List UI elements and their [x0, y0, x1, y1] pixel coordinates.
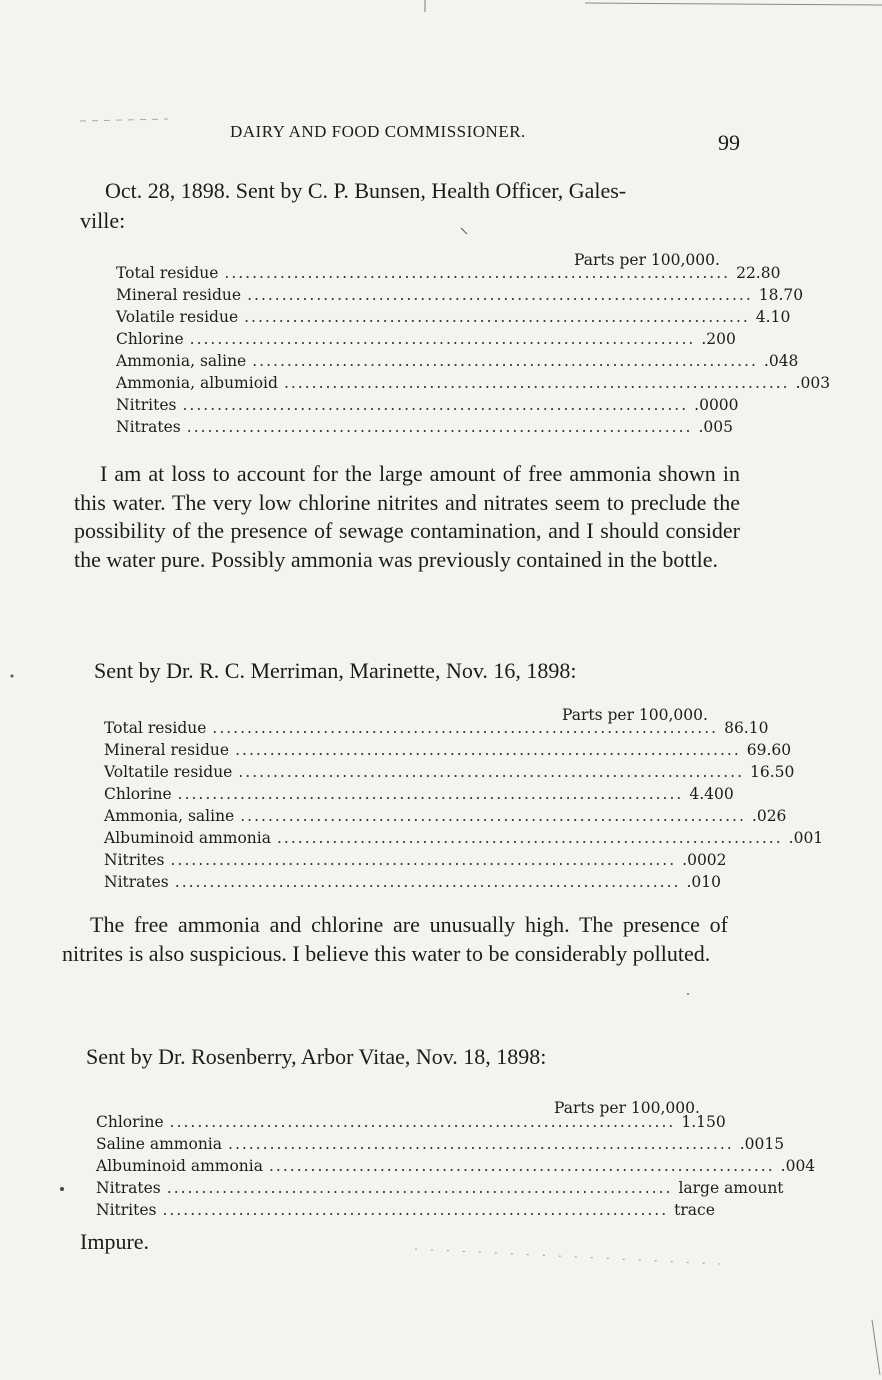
row-value: .005: [698, 418, 733, 436]
table-row: [96, 1157, 816, 1175]
row-label: Chlorine: [116, 330, 184, 348]
dot-leader: .........................................................................: [189, 330, 696, 348]
dot-leader: .........................................................................: [244, 308, 750, 326]
row-label: Total residue: [116, 264, 219, 282]
table-row: [116, 418, 733, 436]
row-label: Total residue: [104, 719, 207, 737]
page-header: [0, 122, 882, 155]
section-3-comment: Impure.: [80, 1229, 150, 1254]
row-label: Nitrates: [116, 418, 181, 436]
dot-leader: .........................................................................: [212, 719, 719, 737]
table-row: [116, 286, 804, 304]
row-value: 22.80: [736, 264, 781, 282]
table-row: [96, 1201, 715, 1219]
row-value: large amount: [678, 1179, 784, 1197]
row-value: 86.10: [724, 719, 769, 737]
row-label: Ammonia, albumioid: [116, 374, 278, 392]
dot-leader: .........................................................................: [235, 741, 741, 759]
table-row: [116, 264, 781, 282]
row-label: Mineral residue: [104, 741, 230, 759]
dot-leader: .........................................................................: [186, 418, 693, 436]
section-1-heading-line2: ville:: [80, 208, 126, 233]
units-header: Parts per 100,000.: [574, 251, 720, 269]
dot-leader: .........................................................................: [240, 807, 746, 825]
row-value: .003: [795, 374, 831, 392]
row-value: .010: [686, 873, 721, 891]
row-label: Chlorine: [104, 785, 172, 803]
section-1-heading-line1: Oct. 28, 1898. Sent by C. P. Bunsen, Health Officer, Gales-: [105, 178, 627, 203]
row-value: 4.10: [755, 308, 791, 326]
row-value: .200: [701, 330, 736, 348]
dot-leader: .........................................................................: [252, 352, 758, 370]
section-1-comment: I am at loss to account for the large amount of free ammonia shown in this water. The very low chlorine nitrites and nitrates seem to preclude the possibility of the presence of sewage contamination, and I should consider the water pure. Possibly ammonia was previously contained in the bottle.: [74, 461, 740, 572]
table-row: [104, 719, 769, 737]
dot-leader: .........................................................................: [182, 396, 689, 414]
table-row: [104, 829, 824, 847]
table-row: [96, 1113, 726, 1131]
row-label: Albuminoid ammonia: [96, 1157, 263, 1175]
row-value: .0002: [682, 851, 727, 869]
row-label: Nitrites: [96, 1201, 157, 1219]
row-label: Albuminoid ammonia: [104, 829, 271, 847]
units-header: Parts per 100,000.: [554, 1099, 700, 1117]
row-value: .0000: [694, 396, 739, 414]
row-label: Nitrates: [104, 873, 169, 891]
dot-leader: .........................................................................: [169, 1113, 676, 1131]
row-value: 1.150: [681, 1113, 726, 1131]
table-row: [104, 873, 721, 891]
row-value: 16.50: [750, 763, 795, 781]
table-row: [96, 1135, 785, 1153]
row-value: .048: [763, 352, 799, 370]
section-2-analysis-table: [104, 706, 824, 901]
table-row: [116, 330, 736, 348]
row-value: .004: [780, 1157, 816, 1175]
table-row: [104, 741, 792, 759]
row-label: Ammonia, saline: [104, 807, 235, 825]
row-label: Voltatile residue: [104, 763, 233, 781]
row-value: .001: [788, 829, 824, 847]
section-1-analysis-table: [116, 251, 831, 446]
dot-leader: .........................................................................: [177, 785, 684, 803]
dot-leader: .........................................................................: [238, 763, 745, 781]
section-2-comment: The free ammonia and chlorine are unusually high. The presence of nitrites is also suspicious. I believe this water to be considerably polluted.: [62, 912, 728, 966]
row-value: 18.70: [758, 286, 804, 304]
row-label: Saline ammonia: [96, 1135, 223, 1153]
row-value: 69.60: [746, 741, 792, 759]
page-number: 99: [718, 130, 740, 155]
row-label: Chlorine: [96, 1113, 164, 1131]
dot-leader: .........................................................................: [224, 264, 731, 282]
row-label: Nitrates: [96, 1179, 161, 1197]
table-row: [96, 1179, 784, 1197]
dot-leader: .........................................................................: [228, 1135, 734, 1153]
table-row: [104, 807, 787, 825]
dot-leader: .........................................................................: [247, 286, 753, 304]
row-label: Nitrites: [116, 396, 177, 414]
dot-leader: .........................................................................: [162, 1201, 669, 1219]
units-header: Parts per 100,000.: [562, 706, 708, 724]
table-row: [116, 374, 831, 392]
table-row: [104, 851, 727, 869]
row-value: .026: [751, 807, 787, 825]
dot-leader: .........................................................................: [170, 851, 677, 869]
dot-leader: .........................................................................: [166, 1179, 673, 1197]
table-row: [116, 352, 799, 370]
row-value: trace: [674, 1201, 715, 1219]
row-value: 4.400: [689, 785, 734, 803]
dot-leader: .........................................................................: [283, 374, 790, 392]
section-3-analysis-table: [96, 1099, 816, 1229]
running-title: DAIRY AND FOOD COMMISSIONER.: [230, 122, 526, 141]
table-row: [116, 308, 791, 326]
section-3-heading: Sent by Dr. Rosenberry, Arbor Vitae, Nov. 18, 1898:: [86, 1044, 547, 1069]
row-label: Ammonia, saline: [116, 352, 247, 370]
dot-leader: .........................................................................: [276, 829, 783, 847]
row-label: Volatile residue: [116, 308, 239, 326]
row-label: Nitrites: [104, 851, 165, 869]
table-row: [104, 763, 795, 781]
dot-leader: .........................................................................: [268, 1157, 775, 1175]
table-row: [116, 396, 739, 414]
table-row: [104, 785, 734, 803]
section-2-heading: Sent by Dr. R. C. Merriman, Marinette, Nov. 16, 1898:: [94, 658, 577, 683]
row-label: Mineral residue: [116, 286, 242, 304]
dot-leader: .........................................................................: [174, 873, 681, 891]
row-value: .0015: [739, 1135, 785, 1153]
